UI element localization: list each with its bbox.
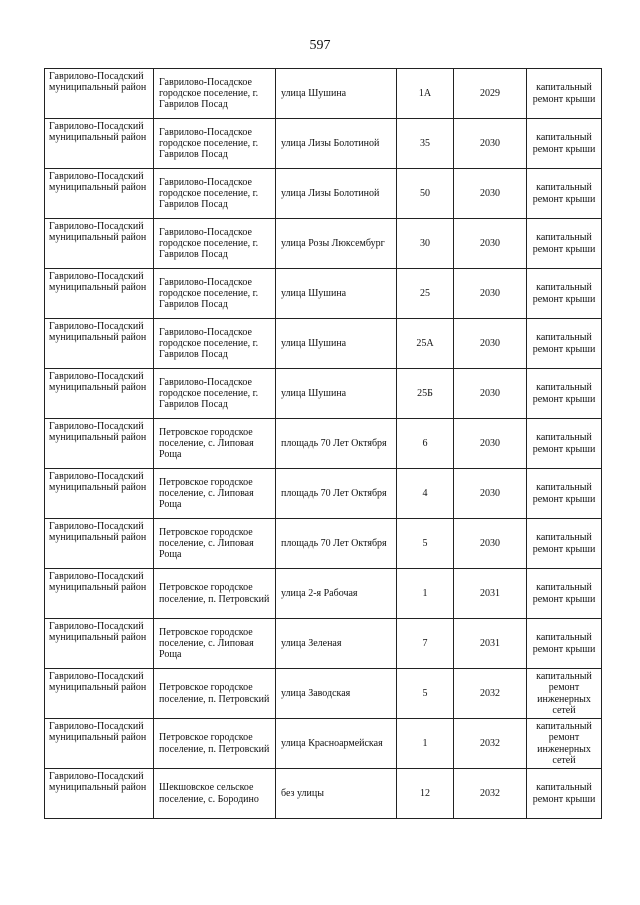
house-number-cell xyxy=(397,569,454,619)
street-cell xyxy=(276,219,397,269)
work-type-cell xyxy=(527,669,602,719)
district-cell xyxy=(45,69,154,119)
house-number-cell-text: 7 xyxy=(422,637,428,649)
work-type-cell-text: капитальный ремонт крыши xyxy=(532,582,596,605)
settlement-cell-text: Шекшовское сельское поселение, с. Бородино xyxy=(159,782,259,805)
settlement-cell xyxy=(154,769,276,819)
year-cell xyxy=(454,69,527,119)
year-cell-text: 2030 xyxy=(480,537,500,549)
district-cell-text: Гаврилово-Посадский муниципальный район xyxy=(49,121,147,144)
street-cell-text: улица Шушина xyxy=(281,87,347,99)
settlement-cell-text: Петровское городское поселение, п. Петровский xyxy=(159,732,270,755)
district-cell xyxy=(45,469,154,519)
year-cell-text: 2032 xyxy=(480,687,500,699)
street-cell-text: площадь 70 Лет Октября xyxy=(281,487,387,499)
settlement-cell-text: Гаврилово-Посадское городское поселение, г. Гаврилов Посад xyxy=(159,76,259,111)
house-number-cell xyxy=(397,769,454,819)
table-row xyxy=(45,669,602,719)
year-cell-text: 2030 xyxy=(480,487,500,499)
district-cell-text: Гаврилово-Посадский муниципальный район xyxy=(49,521,147,544)
table-row xyxy=(45,619,602,669)
settlement-cell xyxy=(154,219,276,269)
house-number-cell xyxy=(397,669,454,719)
settlement-cell xyxy=(154,169,276,219)
street-cell xyxy=(276,69,397,119)
street-cell xyxy=(276,569,397,619)
street-cell-text: улица Заводская xyxy=(281,687,351,699)
house-number-cell xyxy=(397,419,454,469)
district-cell-text: Гаврилово-Посадский муниципальный район xyxy=(49,371,147,394)
table-row xyxy=(45,719,602,769)
year-cell-text: 2030 xyxy=(480,387,500,399)
district-cell xyxy=(45,269,154,319)
district-cell-text: Гаврилово-Посадский муниципальный район xyxy=(49,71,147,94)
street-cell-text: площадь 70 Лет Октября xyxy=(281,437,387,449)
settlement-cell xyxy=(154,619,276,669)
district-cell xyxy=(45,619,154,669)
street-cell xyxy=(276,669,397,719)
house-number-cell-text: 25 xyxy=(420,287,430,299)
street-cell xyxy=(276,419,397,469)
settlement-cell-text: Гаврилово-Посадское городское поселение, г. Гаврилов Посад xyxy=(159,326,259,361)
street-cell-text: улица Лизы Болотиной xyxy=(281,137,380,149)
work-type-cell-text: капитальный ремонт инженерных сетей xyxy=(536,670,592,716)
district-cell xyxy=(45,769,154,819)
table-row xyxy=(45,369,602,419)
house-number-cell-text: 4 xyxy=(422,487,428,499)
work-type-cell-text: капитальный ремонт крыши xyxy=(532,382,596,405)
table-row xyxy=(45,169,602,219)
work-type-cell-text: капитальный ремонт крыши xyxy=(532,232,596,255)
house-number-cell xyxy=(397,469,454,519)
work-type-cell-text: капитальный ремонт крыши xyxy=(532,332,596,355)
table-row xyxy=(45,69,602,119)
work-type-cell-text: капитальный ремонт крыши xyxy=(532,132,596,155)
table-row xyxy=(45,519,602,569)
page-number: 597 xyxy=(309,38,331,53)
work-type-cell xyxy=(527,519,602,569)
street-cell xyxy=(276,119,397,169)
year-cell xyxy=(454,669,527,719)
settlement-cell xyxy=(154,569,276,619)
year-cell xyxy=(454,219,527,269)
settlement-cell xyxy=(154,319,276,369)
settlement-cell-text: Петровское городское поселение, с. Липовая Роща xyxy=(159,626,254,661)
district-cell xyxy=(45,719,154,769)
settlement-cell-text: Петровское городское поселение, п. Петровский xyxy=(159,582,270,605)
work-type-cell xyxy=(527,119,602,169)
street-cell xyxy=(276,269,397,319)
work-type-cell xyxy=(527,319,602,369)
year-cell xyxy=(454,119,527,169)
street-cell-text: улица Лизы Болотиной xyxy=(281,187,380,199)
street-cell xyxy=(276,769,397,819)
settlement-cell xyxy=(154,69,276,119)
work-type-cell-text: капитальный ремонт крыши xyxy=(532,82,596,105)
district-cell-text: Гаврилово-Посадский муниципальный район xyxy=(49,471,147,494)
district-cell xyxy=(45,319,154,369)
house-number-cell-text: 35 xyxy=(420,137,430,149)
settlement-cell xyxy=(154,269,276,319)
work-type-cell xyxy=(527,569,602,619)
street-cell xyxy=(276,619,397,669)
street-cell xyxy=(276,469,397,519)
year-cell xyxy=(454,369,527,419)
settlement-cell xyxy=(154,669,276,719)
settlement-cell-text: Гаврилово-Посадское городское поселение, г. Гаврилов Посад xyxy=(159,376,259,411)
district-cell xyxy=(45,169,154,219)
settlement-cell-text: Гаврилово-Посадское городское поселение, г. Гаврилов Посад xyxy=(159,276,259,311)
district-cell-text: Гаврилово-Посадский муниципальный район xyxy=(49,621,147,644)
settlement-cell-text: Петровское городское поселение, с. Липовая Роща xyxy=(159,426,254,461)
settlement-cell-text: Петровское городское поселение, с. Липовая Роща xyxy=(159,526,254,561)
year-cell xyxy=(454,419,527,469)
street-cell-text: площадь 70 Лет Октября xyxy=(281,537,387,549)
street-cell-text: улица Шушина xyxy=(281,337,347,349)
settlement-cell xyxy=(154,419,276,469)
street-cell xyxy=(276,369,397,419)
year-cell xyxy=(454,569,527,619)
settlement-cell xyxy=(154,519,276,569)
year-cell xyxy=(454,469,527,519)
district-cell xyxy=(45,669,154,719)
settlement-cell xyxy=(154,469,276,519)
table-row xyxy=(45,119,602,169)
settlement-cell-text: Гаврилово-Посадское городское поселение, г. Гаврилов Посад xyxy=(159,176,259,211)
house-number-cell-text: 1 xyxy=(422,737,428,749)
district-cell-text: Гаврилово-Посадский муниципальный район xyxy=(49,721,147,744)
work-type-cell-text: капитальный ремонт крыши xyxy=(532,182,596,205)
street-cell-text: без улицы xyxy=(281,787,324,799)
work-type-cell xyxy=(527,469,602,519)
settlement-cell xyxy=(154,369,276,419)
house-number-cell-text: 1 xyxy=(422,587,428,599)
house-number-cell-text: 5 xyxy=(422,537,428,549)
work-type-cell-text: капитальный ремонт крыши xyxy=(532,782,596,805)
work-type-cell xyxy=(527,269,602,319)
street-cell-text: улица Зеленая xyxy=(281,637,342,649)
settlement-cell-text: Гаврилово-Посадское городское поселение, г. Гаврилов Посад xyxy=(159,126,259,161)
year-cell-text: 2031 xyxy=(480,637,500,649)
district-cell xyxy=(45,119,154,169)
street-cell xyxy=(276,719,397,769)
work-type-cell-text: капитальный ремонт крыши xyxy=(532,282,596,305)
settlement-cell-text: Петровское городское поселение, п. Петровский xyxy=(159,682,270,705)
district-cell-text: Гаврилово-Посадский муниципальный район xyxy=(49,421,147,444)
street-cell-text: улица Шушина xyxy=(281,287,347,299)
house-number-cell-text: 1А xyxy=(418,87,432,99)
year-cell xyxy=(454,519,527,569)
district-cell xyxy=(45,419,154,469)
district-cell-text: Гаврилово-Посадский муниципальный район xyxy=(49,671,147,694)
table-row xyxy=(45,419,602,469)
year-cell-text: 2030 xyxy=(480,237,500,249)
work-type-cell-text: капитальный ремонт крыши xyxy=(532,482,596,505)
district-cell xyxy=(45,519,154,569)
house-number-cell xyxy=(397,69,454,119)
house-number-cell-text: 5 xyxy=(422,687,428,699)
work-type-cell-text: капитальный ремонт инженерных сетей xyxy=(536,720,592,766)
table-row xyxy=(45,569,602,619)
settlement-cell xyxy=(154,119,276,169)
district-cell-text: Гаврилово-Посадский муниципальный район xyxy=(49,221,147,244)
district-cell-text: Гаврилово-Посадский муниципальный район xyxy=(49,771,147,794)
work-type-cell-text: капитальный ремонт крыши xyxy=(532,432,596,455)
year-cell-text: 2030 xyxy=(480,187,500,199)
work-type-cell-text: капитальный ремонт крыши xyxy=(532,532,596,555)
house-number-cell xyxy=(397,269,454,319)
year-cell-text: 2032 xyxy=(480,787,500,799)
work-type-cell xyxy=(527,719,602,769)
house-number-cell xyxy=(397,519,454,569)
house-number-cell xyxy=(397,219,454,269)
street-cell xyxy=(276,519,397,569)
work-type-cell xyxy=(527,369,602,419)
district-cell xyxy=(45,369,154,419)
table-row xyxy=(45,319,602,369)
work-type-cell xyxy=(527,619,602,669)
house-number-cell-text: 50 xyxy=(420,187,430,199)
year-cell-text: 2030 xyxy=(480,287,500,299)
table-row xyxy=(45,269,602,319)
street-cell-text: улица 2-я Рабочая xyxy=(281,587,358,599)
table-row xyxy=(45,769,602,819)
house-number-cell xyxy=(397,369,454,419)
house-number-cell xyxy=(397,319,454,369)
street-cell-text: улица Красноармейская xyxy=(281,737,383,749)
table-row xyxy=(45,219,602,269)
work-type-cell xyxy=(527,219,602,269)
settlement-cell xyxy=(154,719,276,769)
house-number-cell xyxy=(397,619,454,669)
house-number-cell-text: 30 xyxy=(420,237,430,249)
housing-repair-table xyxy=(44,68,602,819)
district-cell xyxy=(45,569,154,619)
year-cell-text: 2030 xyxy=(480,137,500,149)
work-type-cell-text: капитальный ремонт крыши xyxy=(532,632,596,655)
settlement-cell-text: Гаврилово-Посадское городское поселение, г. Гаврилов Посад xyxy=(159,226,259,261)
year-cell xyxy=(454,269,527,319)
year-cell xyxy=(454,169,527,219)
settlement-cell-text: Петровское городское поселение, с. Липовая Роща xyxy=(159,476,254,511)
district-cell xyxy=(45,219,154,269)
house-number-cell-text: 6 xyxy=(422,437,428,449)
table-row xyxy=(45,469,602,519)
work-type-cell xyxy=(527,69,602,119)
street-cell xyxy=(276,319,397,369)
year-cell-text: 2031 xyxy=(480,587,500,599)
year-cell xyxy=(454,619,527,669)
year-cell xyxy=(454,769,527,819)
year-cell xyxy=(454,719,527,769)
year-cell-text: 2029 xyxy=(480,87,500,99)
year-cell-text: 2030 xyxy=(480,437,500,449)
house-number-cell-text: 12 xyxy=(420,787,430,799)
work-type-cell xyxy=(527,769,602,819)
district-cell-text: Гаврилово-Посадский муниципальный район xyxy=(49,271,147,294)
year-cell xyxy=(454,319,527,369)
house-number-cell xyxy=(397,719,454,769)
house-number-cell xyxy=(397,119,454,169)
district-cell-text: Гаврилово-Посадский муниципальный район xyxy=(49,171,147,194)
year-cell-text: 2030 xyxy=(480,337,500,349)
street-cell-text: улица Шушина xyxy=(281,387,347,399)
work-type-cell xyxy=(527,169,602,219)
work-type-cell xyxy=(527,419,602,469)
district-cell-text: Гаврилово-Посадский муниципальный район xyxy=(49,571,147,594)
year-cell-text: 2032 xyxy=(480,737,500,749)
street-cell-text: улица Розы Люксембург xyxy=(281,237,385,249)
house-number-cell xyxy=(397,169,454,219)
house-number-cell-text: 25Б xyxy=(417,387,433,399)
district-cell-text: Гаврилово-Посадский муниципальный район xyxy=(49,321,147,344)
house-number-cell-text: 25А xyxy=(416,337,434,349)
street-cell xyxy=(276,169,397,219)
